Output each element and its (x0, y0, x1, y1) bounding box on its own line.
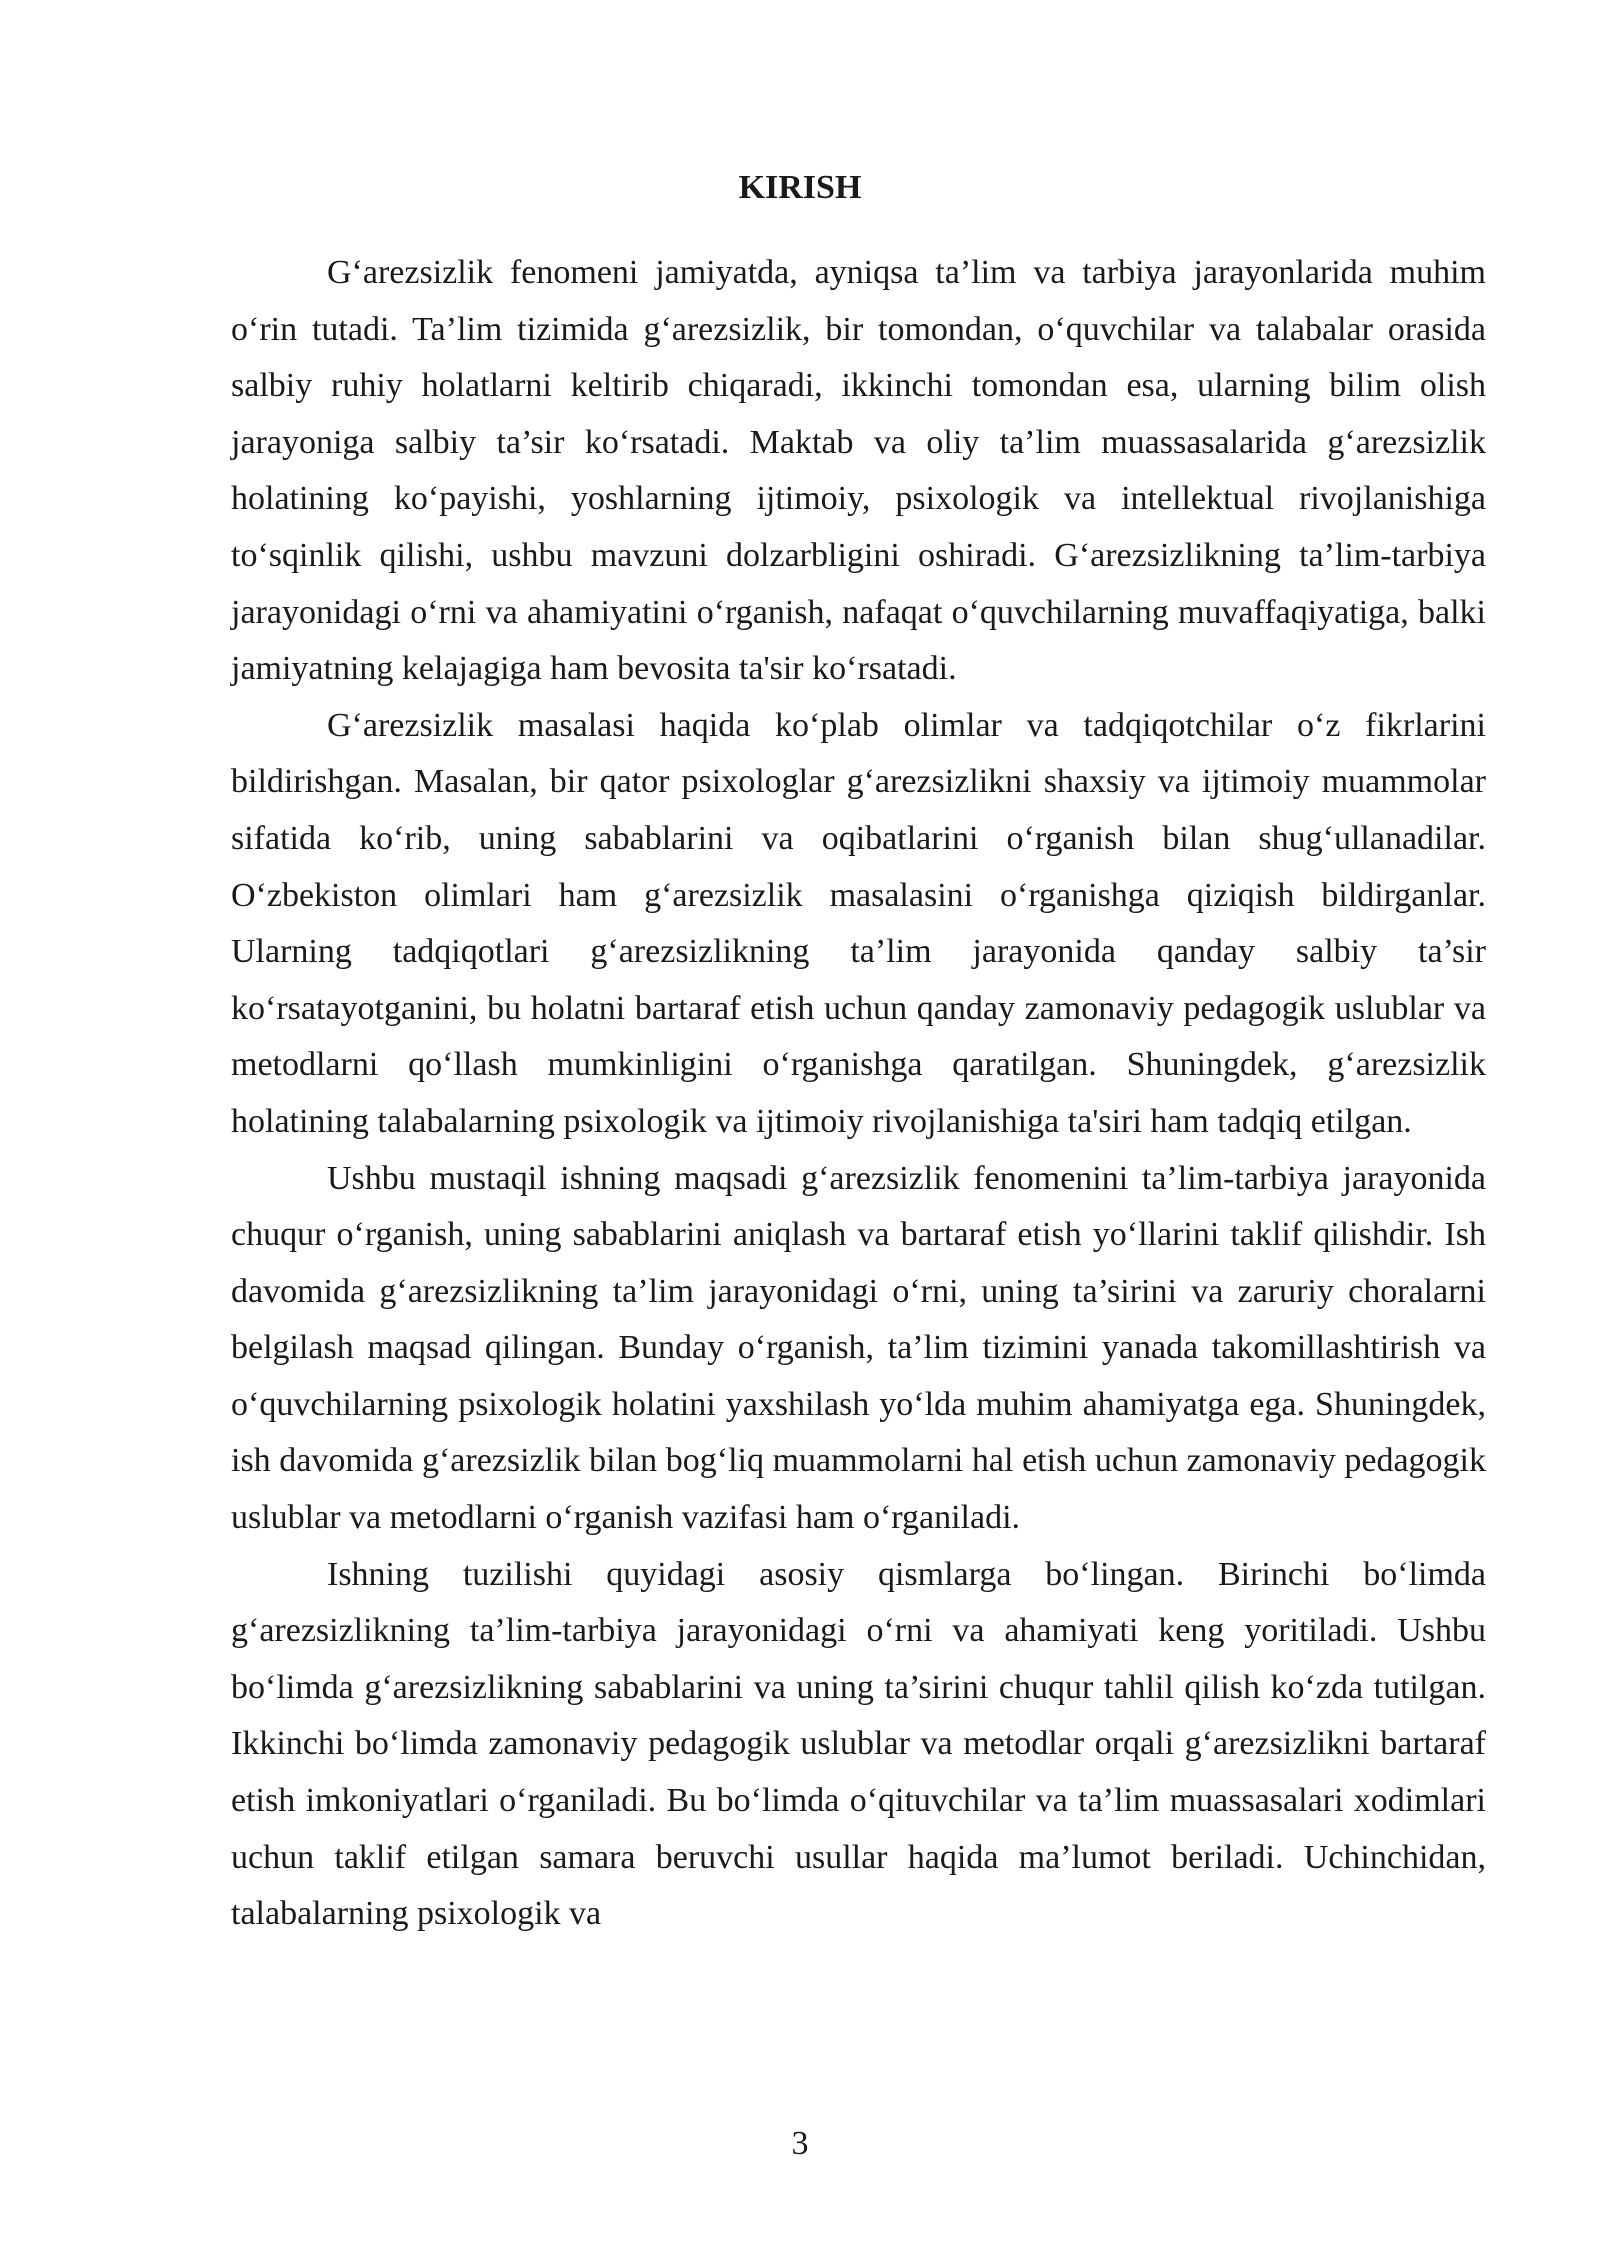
paragraph-scholars: G‘arezsizlik masalasi haqida ko‘plab olimlar va tadqiqotchilar o‘z fikrlarini bildirishgan. Masalan, bir qator psixologlar g‘arezsizlikni shaxsiy va ijtimoiy muammolar sifatida ko‘rib, uning sabablarini va oqibatlarini o‘rganish bilan shug‘ullanadilar. O‘zbekiston olimlari ham g‘arezsizlik masalasini o‘rganishga qiziqish bildirganlar. Ularning tadqiqotlari g‘arezsizlikning ta’lim jarayonida qanday salbiy ta’sir ko‘rsatayotganini, bu holatni bartaraf etish uchun qanday zamonaviy pedagogik uslublar va metodlarni qo‘llash mumkinligini o‘rganishga qaratilgan. Shuningdek, g‘arezsizlik holatining talabalarning psixologik va ijtimoiy rivojlanishiga ta'siri ham tadqiq etilgan. (231, 706, 1486, 1140)
paragraph-structure: Ishning tuzilishi quyidagi asosiy qismlarga bo‘lingan. Birinchi bo‘limda g‘arezsizlikning ta’lim-tarbiya jarayonidagi o‘rni va ahamiyati keng yoritiladi. Ushbu bo‘limda g‘arezsizlikning sabablarini va uning ta’sirini chuqur tahlil qilish ko‘zda tutilgan. Ikkinchi bo‘limda zamonaviy pedagogik uslublar va metodlar orqali g‘arezsizlikni bartaraf etish imkoniyatlari o‘rganiladi. Bu bo‘limda o‘qituvchilar va ta’lim muassasalari xodimlari uchun taklif etilgan samara beruvchi usullar haqida ma’lumot beriladi. Uchinchidan, talabalarning psixologik va (231, 1555, 1486, 1933)
paragraph-intro: G‘arezsizlik fenomeni jamiyatda, ayniqsa ta’lim va tarbiya jarayonlarida muhim o‘rin tutadi. Ta’lim tizimida g‘arezsizlik, bir tomondan, o‘quvchilar va talabalar orasida salbiy ruhiy holatlarni keltirib chiqaradi, ikkinchi tomondan esa, ularning bilim olish jarayoniga salbiy ta’sir ko‘rsatadi. Maktab va oliy ta’lim muassasalarida g‘arezsizlik holatining ko‘payishi, yoshlarning ijtimoiy, psixologik va intellektual rivojlanishiga to‘sqinlik qilishi, ushbu mavzuni dolzarbligini oshiradi. G‘arezsizlikning ta’lim-tarbiya jarayonidagi o‘rni va ahamiyatini o‘rganish, nafaqat o‘quvchilarning muvaffaqiyatiga, balki jamiyatning kelajagiga ham bevosita ta'sir ko‘rsatadi. (231, 254, 1486, 688)
section-heading: KIRISH (738, 169, 862, 206)
paragraph-aim: Ushbu mustaqil ishning maqsadi g‘arezsizlik fenomenini ta’lim-tarbiya jarayonida chuqur o‘rganish, uning sabablarini aniqlash va bartaraf etish yo‘llarini taklif qilishdir. Ish davomida g‘arezsizlikning ta’lim jarayonidagi o‘rni, uning ta’sirini va zaruriy choralarni belgilash maqsad qilingan. Bunday o‘rganish, ta’lim tizimini yanada takomillashtirish va o‘quvchilarning psixologik holatini yaxshilash yo‘lda muhim ahamiyatga ega. Shuningdek, ish davomida g‘arezsizlik bilan bog‘liq muammolarni hal etish uchun zamonaviy pedagogik uslublar va metodlarni o‘rganish vazifasi ham o‘rganiladi. (231, 1159, 1486, 1537)
body-text (231, 245, 1486, 1943)
page-number: 3 (791, 2125, 809, 2162)
